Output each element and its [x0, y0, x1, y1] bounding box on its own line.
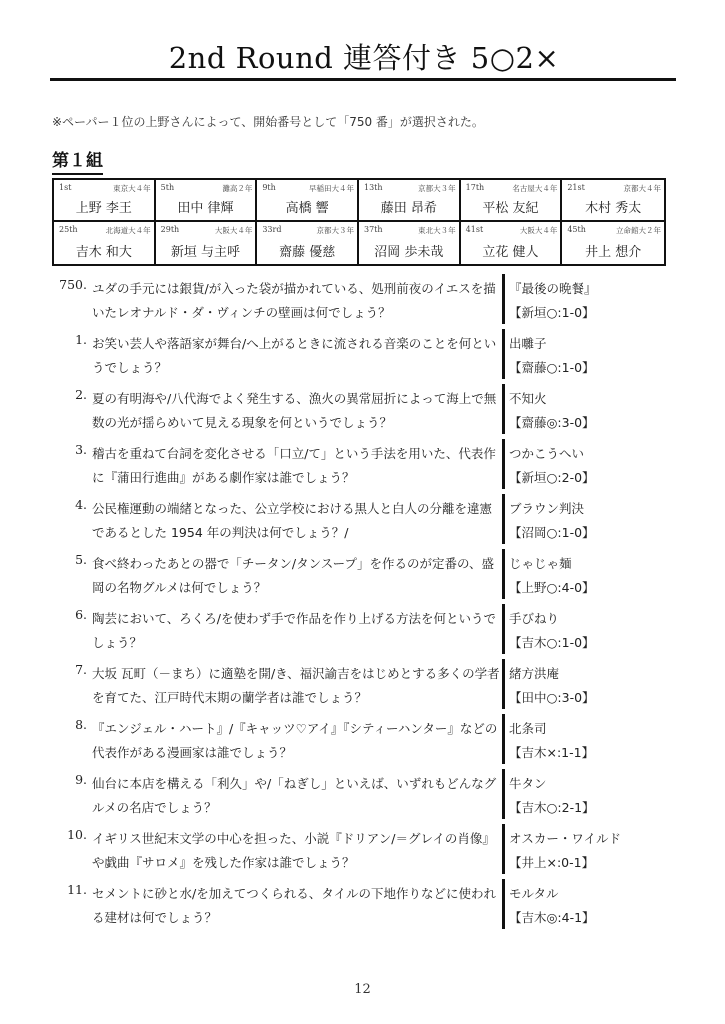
player-school: 早稲田大４年 — [308, 184, 354, 193]
question-number: 10. — [67, 827, 87, 842]
question-item — [0, 659, 725, 711]
question-text: 夏の有明海や/八代海でよく発生する、漁火の異常屈折によって海上で無数の光が揺らめいて見える現象を何というでしょう？ — [92, 391, 497, 430]
question-item — [0, 329, 725, 381]
question-number: 8. — [75, 717, 87, 732]
player-rank: 45th — [567, 225, 586, 234]
question-item — [0, 714, 725, 766]
result-text: 【吉木○:1-0】 — [509, 635, 595, 650]
divider-bar — [502, 274, 505, 324]
player-rank: 17th — [465, 183, 485, 192]
answer-text: 手びねり — [509, 611, 560, 626]
result-text: 【井上×:0-1】 — [509, 855, 595, 870]
result-text: 【新垣○:2-0】 — [509, 470, 595, 485]
player-rank: 13th — [363, 183, 383, 192]
answer-text: 出囃子 — [509, 336, 547, 351]
question-number: 11. — [67, 882, 87, 897]
player-cell — [257, 222, 359, 264]
question-number: 5. — [75, 552, 87, 567]
selection-note: ※ペーパー１位の上野さんによって、開始番号として「750 番」が選択された。 — [52, 115, 484, 129]
result-text: 【新垣○:1-0】 — [509, 305, 595, 320]
player-name: 木村 秀太 — [585, 201, 642, 216]
divider-bar — [502, 329, 505, 379]
answer-text: 緒方洪庵 — [509, 666, 560, 681]
question-item — [0, 494, 725, 546]
player-cell — [461, 222, 563, 264]
player-school: 大阪大４年 — [214, 226, 253, 235]
title-underline — [50, 78, 676, 81]
player-school: 北海道大４年 — [105, 226, 151, 235]
player-school: 京都大３年 — [316, 226, 354, 235]
player-school: 立命館大２年 — [615, 226, 661, 235]
question-item — [0, 439, 725, 491]
result-text: 【齋藤○:1-0】 — [509, 360, 595, 375]
divider-bar — [502, 659, 505, 709]
question-item — [0, 769, 725, 821]
player-rank: 5th — [160, 183, 175, 192]
player-school: 京都大３年 — [418, 184, 456, 193]
question-item — [0, 879, 725, 931]
answer-text: オスカー・ワイルド — [509, 831, 622, 846]
result-text: 【吉木○:2-1】 — [509, 800, 595, 815]
question-text: セメントに砂と水/を加えてつくられる、タイルの下地作りなどに使われる建材は何でしょう？ — [92, 886, 496, 925]
result-text: 【沼岡○:1-0】 — [509, 525, 595, 540]
question-item — [0, 824, 725, 876]
divider-bar — [502, 604, 505, 654]
player-name: 井上 想介 — [585, 245, 642, 260]
player-rank: 21st — [567, 183, 585, 192]
player-cell — [562, 180, 664, 222]
result-text: 【吉木◎:4-1】 — [509, 910, 595, 925]
question-number: 2. — [75, 387, 87, 402]
player-cell — [562, 222, 664, 264]
players-table — [52, 178, 666, 266]
question-number: 4. — [75, 497, 87, 512]
answer-text: モルタル — [509, 886, 559, 901]
answer-text: 北条司 — [509, 721, 547, 736]
question-item — [0, 274, 725, 326]
page-title: 2nd Round 連答付き 5○2× — [168, 41, 560, 75]
question-text: 『エンジェル・ハート』/『キャッツ♡アイ』『シティーハンター』などの代表作がある漫画家は誰でしょう？ — [92, 721, 498, 760]
player-name: 平松 友紀 — [482, 201, 539, 216]
question-text: 公民権運動の端緒となった、公立学校における黒人と白人の分離を違憲であるとした 1954 年の判決は何でしょう？/ — [92, 501, 493, 540]
question-text: 大坂 瓦町（－まち）に適塾を開/き、福沢諭吉をはじめとする多くの学者を育てた、江戸時代末期の蘭学者は誰でしょう？ — [92, 666, 500, 705]
divider-bar — [502, 714, 505, 764]
divider-bar — [502, 879, 505, 929]
player-rank: 29th — [160, 225, 180, 234]
answer-text: つかこうへい — [509, 446, 585, 461]
result-text: 【田中○:3-0】 — [509, 690, 595, 705]
player-cell — [359, 222, 461, 264]
player-cell — [54, 180, 156, 222]
question-number: 7. — [75, 662, 87, 677]
question-item — [0, 384, 725, 436]
player-name: 吉木 和大 — [75, 245, 132, 260]
question-text: お笑い芸人や落語家が舞台/へ上がるときに流される音楽のことを何というでしょう？ — [92, 336, 497, 375]
question-text: 食べ終わったあとの器で「チータン/タンスープ」を作るのが定番の、盛岡の名物グルメは何でしょう？ — [92, 556, 494, 595]
player-rank: 1st — [59, 183, 72, 192]
question-text: 稽古を重ねて台詞を変化させる「口立/て」という手法を用いた、代表作に『蒲田行進曲』がある劇作家は誰でしょう？ — [92, 446, 496, 485]
answer-text: 牛タン — [509, 776, 547, 791]
question-text: イギリス世紀末文学の中心を担った、小説『ドリアン/＝グレイの肖像』や戯曲『サロメ』を残した作家は誰でしょう？ — [92, 831, 495, 870]
player-rank: 25th — [59, 225, 78, 234]
divider-bar — [502, 494, 505, 544]
answer-text: 『最後の晩餐』 — [509, 281, 597, 296]
question-number: 1. — [75, 332, 87, 347]
result-text: 【上野○:4-0】 — [509, 580, 595, 595]
player-name: 田中 律輝 — [177, 201, 234, 216]
player-school: 京都大４年 — [623, 184, 661, 193]
player-school: 東北大３年 — [418, 226, 456, 235]
player-cell — [461, 180, 563, 222]
question-number: 3. — [75, 442, 87, 457]
player-school: 灘高２年 — [222, 184, 253, 193]
answer-text: ブラウン判決 — [509, 501, 585, 516]
player-rank: 33rd — [262, 225, 282, 234]
player-school: 大阪大４年 — [519, 226, 558, 235]
player-name: 齋藤 優慈 — [279, 245, 336, 260]
player-school: 名古屋大４年 — [512, 184, 558, 193]
player-cell — [54, 222, 156, 264]
question-item — [0, 604, 725, 656]
page-number: 12 — [354, 982, 371, 997]
player-name: 上野 李王 — [75, 201, 132, 216]
player-cell — [359, 180, 461, 222]
divider-bar — [502, 549, 505, 599]
divider-bar — [502, 439, 505, 489]
question-item — [0, 549, 725, 601]
player-rank: 9th — [262, 183, 276, 192]
question-text: 仙台に本店を構える「利久」や/「ねぎし」といえば、いずれもどんなグルメの名店でしょう？ — [92, 776, 497, 815]
question-text: 陶芸において、ろくろ/を使わず手で作品を作り上げる方法を何というでしょう？ — [92, 611, 496, 650]
player-cell — [156, 222, 258, 264]
divider-bar — [502, 384, 505, 434]
player-name: 高橋 響 — [285, 201, 329, 216]
answer-text: 不知火 — [509, 391, 547, 406]
question-number: 6. — [75, 607, 87, 622]
result-text: 【吉木×:1-1】 — [509, 745, 595, 760]
group-title: 第１組 — [52, 150, 103, 175]
player-school: 東京大４年 — [113, 184, 151, 193]
player-name: 立花 健人 — [482, 245, 539, 260]
divider-bar — [502, 824, 505, 874]
question-text: ユダの手元には銀貨/が入った袋が描かれている、処刑前夜のイエスを描いたレオナルド・ダ・ヴィンチの壁画は何でしょう？ — [92, 281, 496, 320]
player-name: 沼岡 歩未哉 — [374, 245, 444, 260]
player-rank: 41st — [465, 225, 484, 234]
result-text: 【齋藤◎:3-0】 — [509, 415, 595, 430]
player-name: 藤田 昂希 — [380, 201, 437, 216]
player-name: 新垣 与主呼 — [170, 245, 241, 260]
player-cell — [156, 180, 258, 222]
player-rank: 37th — [363, 225, 383, 234]
player-cell — [257, 180, 359, 222]
question-number: 9. — [75, 772, 87, 787]
divider-bar — [502, 769, 505, 819]
answer-text: じゃじゃ麺 — [509, 556, 572, 571]
question-number: 750. — [59, 277, 87, 292]
